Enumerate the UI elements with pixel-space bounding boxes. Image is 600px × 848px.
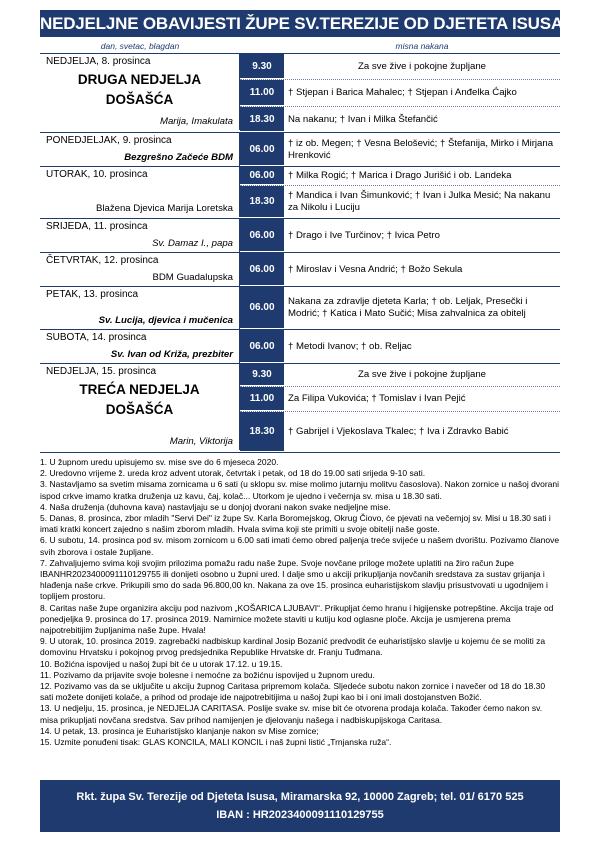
day-feast: DRUGA NEDJELJA DOŠAŠĆA (77, 72, 202, 107)
announcement-item: 11. Pozivamo da prijavite svoje bolesne i nemoćne za božićnu ispovijed u župnom uredu. (40, 669, 375, 680)
mass-time: 06.00 (240, 330, 284, 363)
parish-address: Rkt. župa Sv. Terezije od Djeteta Isusa, Miramarska 92, 10000 Zagreb; tel. 01/ 6170 525 (76, 791, 524, 803)
footer (40, 780, 560, 832)
announcement-item: 7. Zahvaljujemo svima koji svojim prilozima pomažu radu naše župe. Svoje novčane priloge možete uplatiti na žiro račun župe IBANHR2023400091110129755 ili donijeti osobno u župni ured. I dalje smo u akciji prikupljanja novčanih sredstava za sustav grijanja i hlađenja naše crkve. Prikupili smo do sada 96.800,00 kn. Nakana za ove 15. prosinca euharistijskom slavlju prisustvovati u ugodnijem i toplijem prostoru. (40, 557, 548, 602)
schedule-table (40, 54, 560, 453)
mass-intent: † Drago i Ive Turčinov; † Ivica Petro (288, 229, 440, 241)
announcement-item: 4. Naša druženja (duhovna kava) nastavljaju se u donjoj dvorani nakon svake nedjeljne mise. (40, 501, 391, 512)
announcement-item: 3. Nastavljamo sa svetim misama zornicama u 6 sati (u sklopu sv. mise molimo jutarnju molitvu časoslova). Nakon zornice u našoj dvorani ispod crkve imamo kratka druženja uz kavu, čaj, kolač... Utorkom je ujedno i večernja sv. misa u 18.30 sati. (40, 479, 560, 501)
mass-time: 06.00 (240, 219, 284, 252)
mass-time: 11.00 (240, 387, 284, 411)
header-day: dan, svetac, blagdan (100, 41, 180, 51)
day-name: SRIJEDA, 11. prosinca (46, 221, 148, 232)
mass-intent: Za sve žive i pokojne župljane (358, 60, 486, 72)
day-saint: Marin, Viktorija (169, 436, 233, 447)
day-feast: TREĆA NEDJELJA DOŠAŠĆA (79, 382, 200, 417)
mass-time: 06.00 (240, 287, 284, 329)
day-row (40, 54, 560, 132)
announcement-item: 2. Uredovno vrijeme ž. ureda kroz advent utorak, četvrtak i petak, od 18 do 19.00 sati srijeda 9-10 sati. (40, 468, 426, 479)
day-saint: Sv. Damaz I., papa (152, 238, 233, 249)
page-title: NEDJELJNE OBAVIJESTI ŽUPE SV.TEREZIJE OD DJETETA ISUSA (40, 10, 560, 37)
header-intent: misna nakana (395, 41, 449, 51)
announcement-item: 13. U nedjelju, 15. prosinca, je NEDJELJA CARITASA. Poslije svake sv. mise bit će otvorena prodaja kolača. Također ćemo nakon sv. misa prikupljati novčana sredstva. Sav prihod namijenjen je djelovanju našega i nadbiskupijskoga Caritasa. (40, 703, 543, 725)
bulletin (40, 10, 563, 748)
day-saint: Blažena Djevica Marija Loretska (95, 203, 233, 214)
day-saint: Sv. Ivan od Križa, prezbiter (110, 349, 233, 360)
day-row (40, 166, 560, 218)
mass-intent: † Gabrijel i Vjekoslava Tkalec; † Iva i Zdravko Babić (288, 426, 509, 437)
mass-intent: Nakana za zdravlje djeteta Karla; † ob. Leljak, Presečki i Modrić; † Katica i Mato Sučić; Misa zahvalnica za obitelj (288, 296, 528, 319)
mass-time: 06.00 (240, 167, 284, 185)
announcement-item: 9. U utorak, 10. prosinca 2019. zagrebački nadbiskup kardinal Josip Bozanić predvodit će euharistijsko slavlje u kojemu će se moliti za domovinu Hrvatsku i pokojnog prvog predsjednika Republike Hrvatske dr. Franju Tuđmana. (40, 636, 546, 658)
mass-time: 18.30 (240, 186, 284, 218)
day-name: NEDJELJA, 15. prosinca (46, 366, 157, 377)
announcement-item: 10. Božićna ispovijed u našoj župi bit će u utorak 17.12. u 19.15. (40, 658, 283, 669)
day-row (40, 218, 560, 252)
announcement-item: 5. Danas, 8. prosinca, zbor mladih "Servi Dei" iz župe Sv. Karla Boromejskog, Okrug Čiovo, će pjevati na večernjoj sv. Misi u 18.30 sati i imati kratki koncert zajedno s našim zborom mladih. Hvala svima koji ste primiti u svoje obitelji naše goste. (40, 513, 551, 535)
mass-intent: † Miroslav i Vesna Andrić; † Božo Sekula (288, 263, 463, 275)
announcement-item: 15. Uzmite ponuđeni tisak: GLAS KONCILA, MALI KONCIL i naš župni listić „Trnjanska ruža“. (40, 737, 392, 748)
parish-iban: IBAN : HR2023400091110129755 (216, 809, 384, 821)
day-saint: Marija, Imakulata (159, 116, 233, 127)
mass-intent: Za sve žive i pokojne župljane (358, 369, 486, 380)
day-name: PONEDJELJAK, 9. prosinca (46, 135, 172, 146)
day-saint: Sv. Lucija, djevica i mučenica (98, 315, 233, 326)
day-name: SUBOTA, 14. prosinca (46, 332, 147, 343)
day-saint: BDM Guadalupska (152, 272, 233, 283)
mass-time: 11.00 (240, 80, 284, 106)
announcement-item: 1. U župnom uredu upisujemo sv. mise sve do 6 mjeseca 2020. (40, 457, 279, 467)
announcement-item: 6. U subotu, 14. prosinca pod sv. misom zornicom u 6.00 sati imati ćemo obred paljenja treće svijeće u našem dvorištu. Pozivamo članove svih zborova i ostale župljane. (40, 535, 560, 557)
mass-time: 18.30 (240, 107, 284, 132)
table-header (40, 39, 560, 54)
day-name: PETAK, 13. prosinca (46, 289, 139, 300)
mass-time: 06.00 (240, 133, 284, 166)
day-name: UTORAK, 10. prosinca (46, 169, 148, 180)
day-row (40, 329, 560, 363)
mass-intent: † Metodi Ivanov; † ob. Reljac (288, 340, 412, 352)
mass-intent: † iz ob. Megen; † Vesna Belošević; † Štefanija, Mirko i Mirjana Hrenković (288, 137, 554, 161)
announcement-item: 14. U petak, 13. prosinca je Euharistijsko klanjanje nakon sv Mise zornice; (40, 725, 319, 736)
day-row (40, 363, 560, 452)
day-name: NEDJELJA, 8. prosinca (46, 56, 151, 67)
day-row (40, 252, 560, 286)
mass-intent: † Mandica i Ivan Šimunković; † Ivan i Julka Mesić; Na nakanu za Nikolu i Luciju (288, 190, 551, 213)
mass-time: 06.00 (240, 253, 284, 286)
announcement-item: 12. Pozivamo vas da se uključite u akciju župnog Caritasa pripremom kolača. Sljedeće subotu nakon zornice i navečer od 18 do 18.30 sati možete donijeti kolače, a prihod od prodaje ide najpotrebitijima u našoj župi kao bi i oni imali dostojanstven Božić. (40, 681, 546, 703)
announcements (40, 457, 560, 748)
mass-intent: † Milka Rogić; † Marica i Drago Jurišić i ob. Landeka (288, 170, 512, 181)
mass-time: 18.30 (240, 412, 284, 452)
mass-time: 9.30 (240, 54, 284, 79)
mass-time: 9.30 (240, 364, 284, 386)
mass-intent: Za Filipa Vukovića; † Tomislav i Ivan Pejić (288, 393, 466, 404)
day-row (40, 132, 560, 166)
day-saint: Bezgrešno Začeće BDM (124, 152, 233, 163)
mass-intent: † Stjepan i Barica Mahalec; † Stjepan i Anđelka Ćajko (288, 87, 517, 98)
announcement-item: 8. Caritas naše župe organizira akciju pod nazivom „KOŠARICA LJUBAVI“. Prikupljat ćemo hranu i higijenske potrepštine. Akcija traje od ponedjeljka 9. prosinca do 17. prosinca 2019. Namirnice možete staviti u kutiju kod oglasne ploče. Akcija je usmjerena prema najpotrebitijim župljanima naše župe. Hvala! (40, 602, 554, 636)
day-name: ČETVRTAK, 12. prosinca (46, 255, 159, 266)
mass-intent: Na nakanu; † Ivan i Milka Štefančić (288, 113, 438, 125)
day-row (40, 286, 560, 329)
